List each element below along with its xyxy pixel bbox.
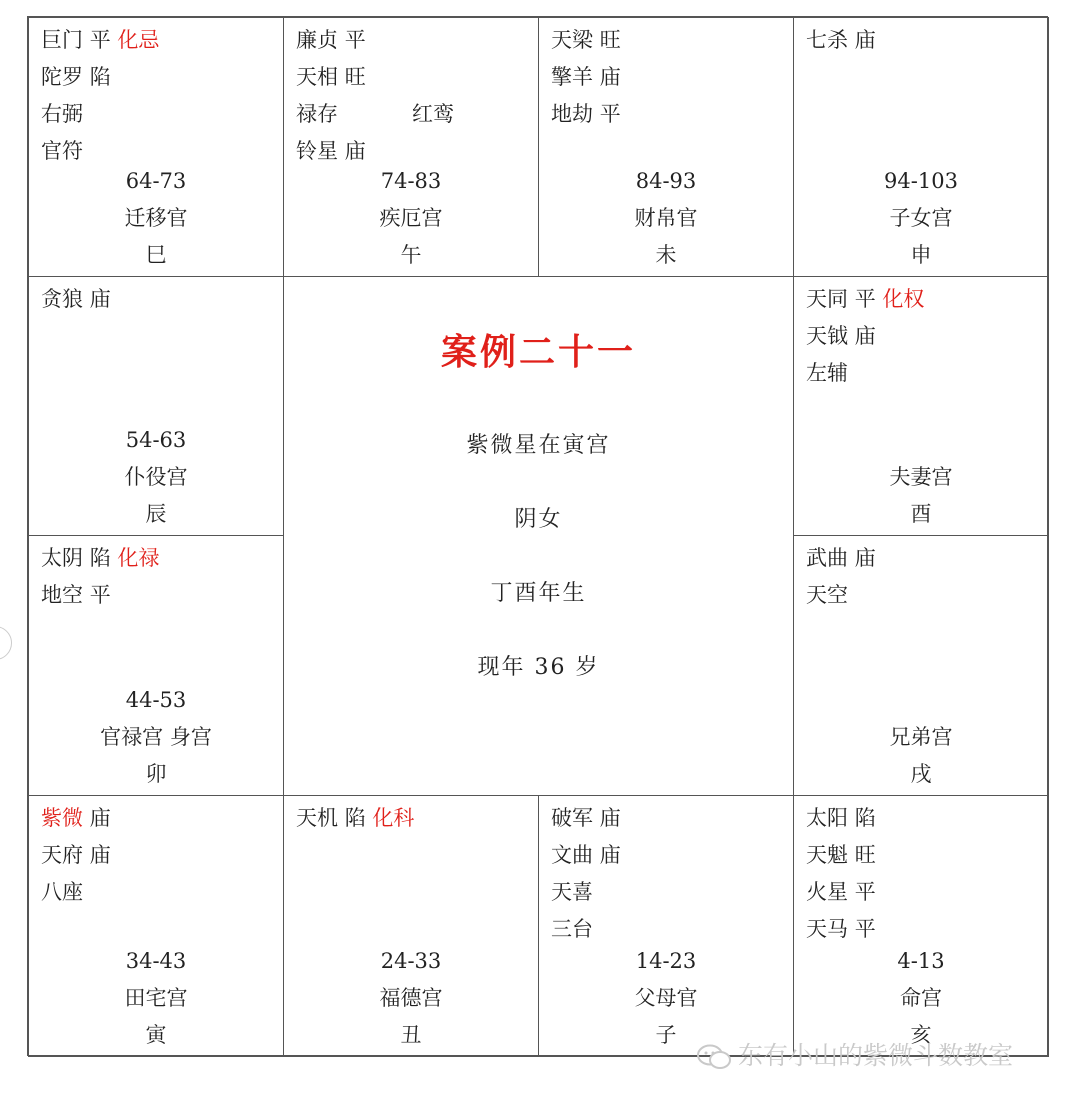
palace-wu [283,17,539,277]
body-palace-marker: 身宫 [169,725,212,749]
star-line: 武曲 庙 [806,546,876,570]
star-line: 天钺 庙 [806,324,876,348]
age-range: 74-83 [380,169,442,193]
palace-wei [538,17,794,277]
star-line: 太阴 陷 化禄 [41,546,160,570]
earthly-branch: 申 [910,243,932,267]
earthly-branch: 巳 [145,243,167,267]
palace-name: 仆役宫 [124,465,188,489]
earthly-branch: 辰 [145,502,167,526]
star-line: 天府 庙 [41,843,111,867]
star-line: 天相 旺 [296,65,366,89]
age-range: 34-43 [125,949,187,973]
star-line: 右弼 [41,102,83,126]
age-range: 94-103 [884,169,958,193]
palace-si [28,17,284,277]
case-title: 案例二十一 [440,331,636,373]
palace-name: 官禄宫 身宫 [100,725,212,749]
earthly-branch: 卯 [145,762,167,786]
palace-chen [28,276,284,536]
star-line: 三台 [551,917,593,941]
earthly-branch: 丑 [400,1023,422,1047]
gender: 阴女 [514,507,563,532]
palace-yin [28,795,284,1057]
star-line: 官符 [41,139,83,163]
palace-name: 迁移官 [124,206,188,230]
star-line: 天机 陷 化科 [296,806,415,830]
star-line: 天喜 [551,880,593,904]
age-range: 14-23 [635,949,697,973]
star-line: 地劫 平 [551,102,621,126]
palace-name: 子女宫 [889,206,953,230]
palace-name: 田宅宫 [124,986,188,1010]
star-line: 地空 平 [41,583,111,607]
wechat-icon [696,1043,732,1071]
watermark [696,1036,1013,1072]
earthly-branch: 午 [400,243,422,267]
age-range: 84-93 [635,169,697,193]
star-line: 紫微 庙 [41,806,111,830]
edge-circle-decoration [0,626,12,660]
age-range: 64-73 [125,169,187,193]
earthly-branch: 亥 [910,1023,932,1047]
hua-quan-marker: 化权 [882,287,925,311]
palace-you [793,276,1049,536]
palace-name: 疾厄宫 [379,206,443,230]
age-range: 4-13 [897,949,945,973]
hua-lu-marker: 化禄 [117,546,160,570]
star-line: 八座 [41,880,83,904]
palace-name: 父母官 [634,986,698,1010]
star-line: 陀罗 陷 [41,65,111,89]
age-range: 24-33 [380,949,442,973]
earthly-branch: 戌 [910,762,932,786]
chart-center [283,276,794,796]
age-range: 44-53 [125,688,187,712]
star-line: 太阳 陷 [806,806,876,830]
earthly-branch: 寅 [145,1023,167,1047]
age-range: 54-63 [125,428,187,452]
star-line: 铃星 庙 [296,139,366,163]
palace-zi [538,795,794,1057]
palace-name: 兄弟宫 [889,725,953,749]
palace-mao [28,535,284,796]
palace-xu [793,535,1049,796]
star-line: 天空 [806,583,848,607]
star-line: 天马 平 [806,917,876,941]
current-age: 现年 36 岁 [477,655,600,680]
star-line: 七杀 庙 [806,28,876,52]
hua-ji-marker: 化忌 [117,28,160,52]
palace-name: 财帛官 [634,206,698,230]
birth-year: 丁酉年生 [490,581,587,606]
star-line: 天同 平 化权 [806,287,925,311]
watermark-text: 东有小山的紫微斗数教室 [738,1041,1014,1070]
palace-name: 福德宫 [379,986,443,1010]
palace-shen [793,17,1049,277]
ziwei-position: 紫微星在寅宫 [466,433,611,458]
palace-name: 命宫 [900,986,942,1010]
star-line: 巨门 平 化忌 [41,28,160,52]
earthly-branch: 子 [655,1023,677,1047]
star-line: 破军 庙 [551,806,621,830]
ziwei-chart [27,16,1048,1056]
star-line: 廉贞 平 [296,28,366,52]
star-line: 天梁 旺 [551,28,621,52]
palace-hai [793,795,1049,1057]
star-line: 左辅 [806,361,848,385]
star-line: 天魁 旺 [806,843,876,867]
earthly-branch: 未 [655,243,677,267]
star-line: 禄存 红鸾 [296,102,454,126]
star-line: 贪狼 庙 [41,287,111,311]
star-line: 火星 平 [806,880,876,904]
hua-ke-marker: 化科 [372,806,415,830]
earthly-branch: 酉 [910,502,932,526]
palace-chou [283,795,539,1057]
star-line: 擎羊 庙 [551,65,621,89]
palace-name: 夫妻宫 [889,465,953,489]
star-line: 文曲 庙 [551,843,621,867]
